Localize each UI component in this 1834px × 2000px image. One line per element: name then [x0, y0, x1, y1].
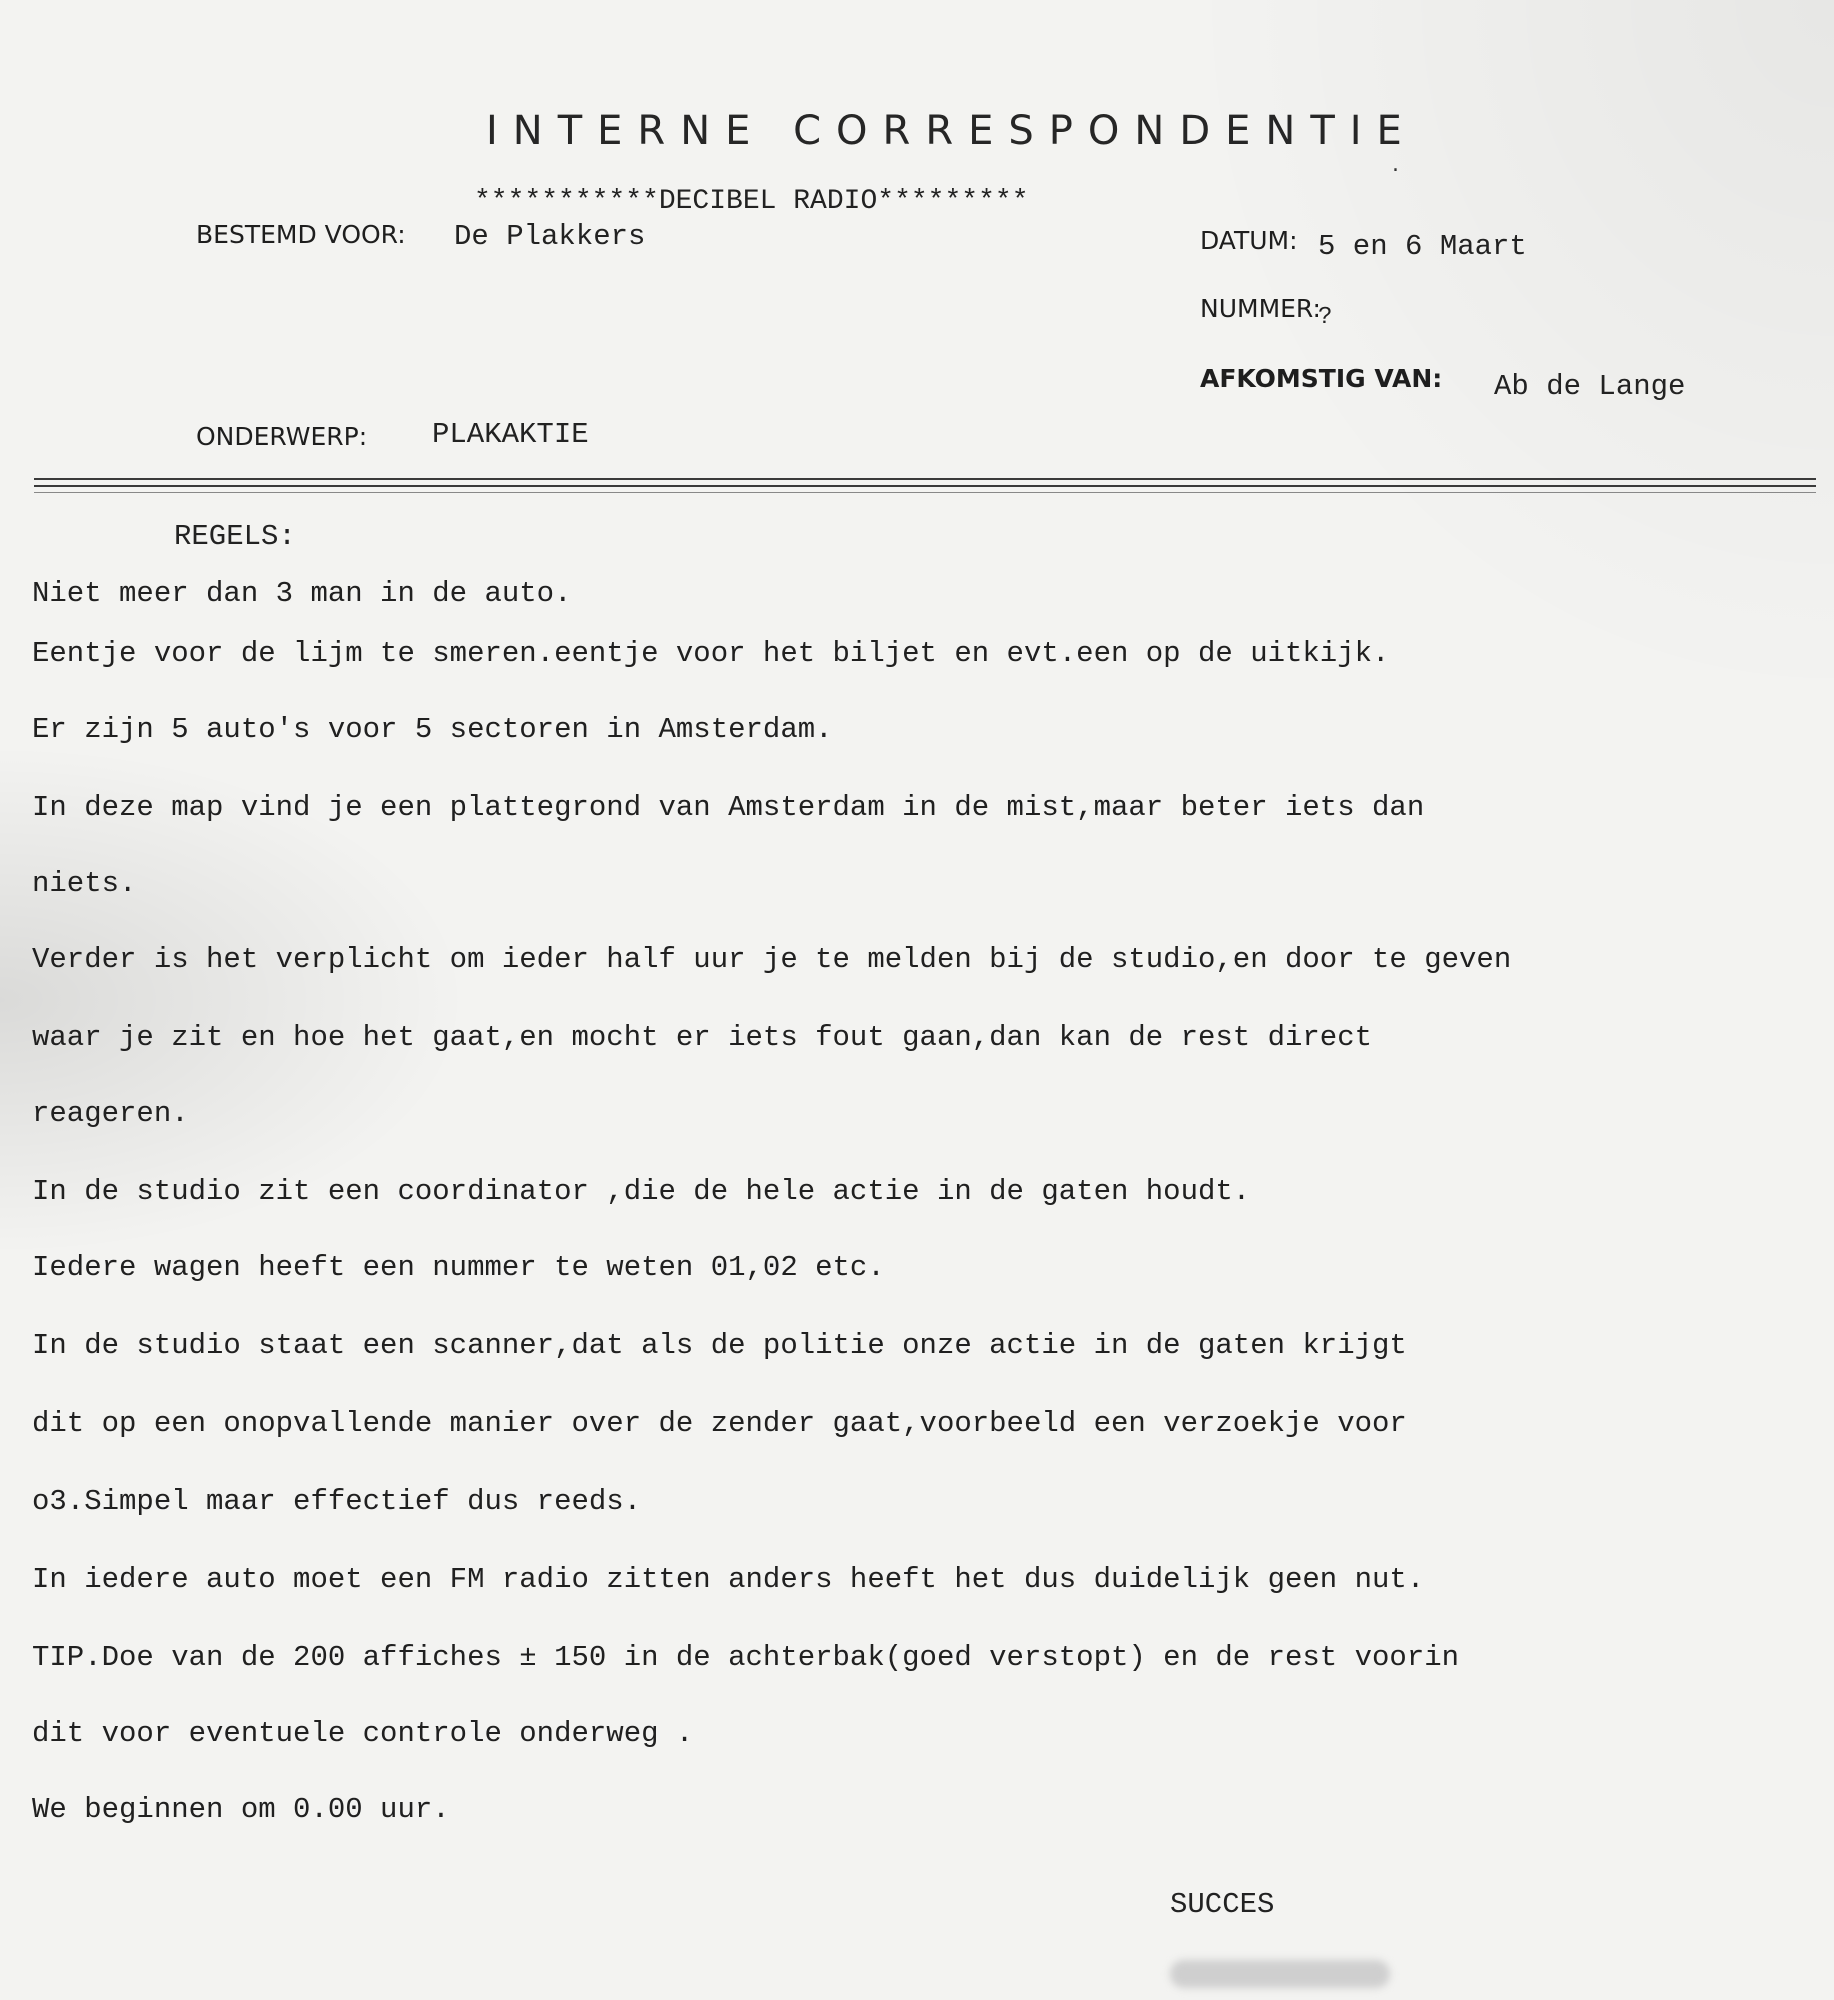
- onderwerp-value: PLAKAKTIE: [432, 418, 589, 451]
- nummer-label: NUMMER:: [1200, 294, 1321, 323]
- body-line-2: Eentje voor de lijm te smeren.eentje voor het biljet en evt.een op de uitkijk.: [32, 637, 1390, 670]
- afkomstig-van-label: AFKOMSTIG VAN:: [1200, 364, 1443, 393]
- body-line-14: In iedere auto moet een FM radio zitten anders heeft het dus duidelijk geen nut.: [32, 1563, 1425, 1596]
- datum-value: 5 en 6 Maart: [1318, 230, 1527, 263]
- body-line-15: TIP.Doe van de 200 affiches ± 150 in de achterbak(goed verstopt) en de rest voorin: [32, 1641, 1460, 1674]
- bestemd-voor-value: De Plakkers: [454, 220, 646, 253]
- body-line-11: In de studio staat een scanner,dat als de politie onze actie in de gaten krijgt: [32, 1329, 1407, 1362]
- body-line-4: In deze map vind je een plattegrond van Amsterdam in de mist,maar beter iets dan: [32, 791, 1425, 824]
- header-divider-middle: [34, 485, 1816, 487]
- body-line-6: Verder is het verplicht om ieder half uur je te melden bij de studio,en door te geven: [32, 943, 1512, 976]
- afkomstig-van-value: Ab de Lange: [1494, 370, 1686, 403]
- body-line-10: Iedere wagen heeft een nummer te weten 01,02 etc.: [32, 1251, 885, 1284]
- nummer-value: ?: [1318, 304, 1333, 331]
- onderwerp-label: ONDERWERP:: [196, 422, 368, 451]
- body-line-3: Er zijn 5 auto's voor 5 sectoren in Amsterdam.: [32, 713, 833, 746]
- body-line-13: o3.Simpel maar effectief dus reeds.: [32, 1485, 642, 1518]
- body-line-7: waar je zit en hoe het gaat,en mocht er iets fout gaan,dan kan de rest direct: [32, 1021, 1373, 1054]
- header-divider-top: [34, 478, 1816, 480]
- body-line-8: reageren.: [32, 1097, 189, 1130]
- closing-text: SUCCES: [1170, 1888, 1275, 1921]
- header-divider-bottom: [34, 492, 1816, 493]
- redacted-signature: [1170, 1960, 1390, 1988]
- body-line-1: Niet meer dan 3 man in de auto.: [32, 577, 572, 610]
- body-line-16: dit voor eventuele controle onderweg .: [32, 1717, 694, 1750]
- rules-heading: REGELS:: [174, 520, 296, 553]
- station-banner: ***********DECIBEL RADIO*********: [474, 186, 1029, 217]
- document-title: INTERNE CORRESPONDENTIE: [486, 108, 1417, 154]
- body-line-17: We beginnen om 0.00 uur.: [32, 1793, 450, 1826]
- datum-label: DATUM:: [1200, 226, 1298, 255]
- body-line-9: In de studio zit een coordinator ,die de hele actie in de gaten houdt.: [32, 1175, 1251, 1208]
- body-line-12: dit op een onopvallende manier over de zender gaat,voorbeeld een verzoekje voor: [32, 1407, 1407, 1440]
- body-line-5: niets.: [32, 867, 137, 900]
- bestemd-voor-label: BESTEMD VOOR:: [196, 220, 406, 249]
- title-dot: .: [1392, 152, 1399, 177]
